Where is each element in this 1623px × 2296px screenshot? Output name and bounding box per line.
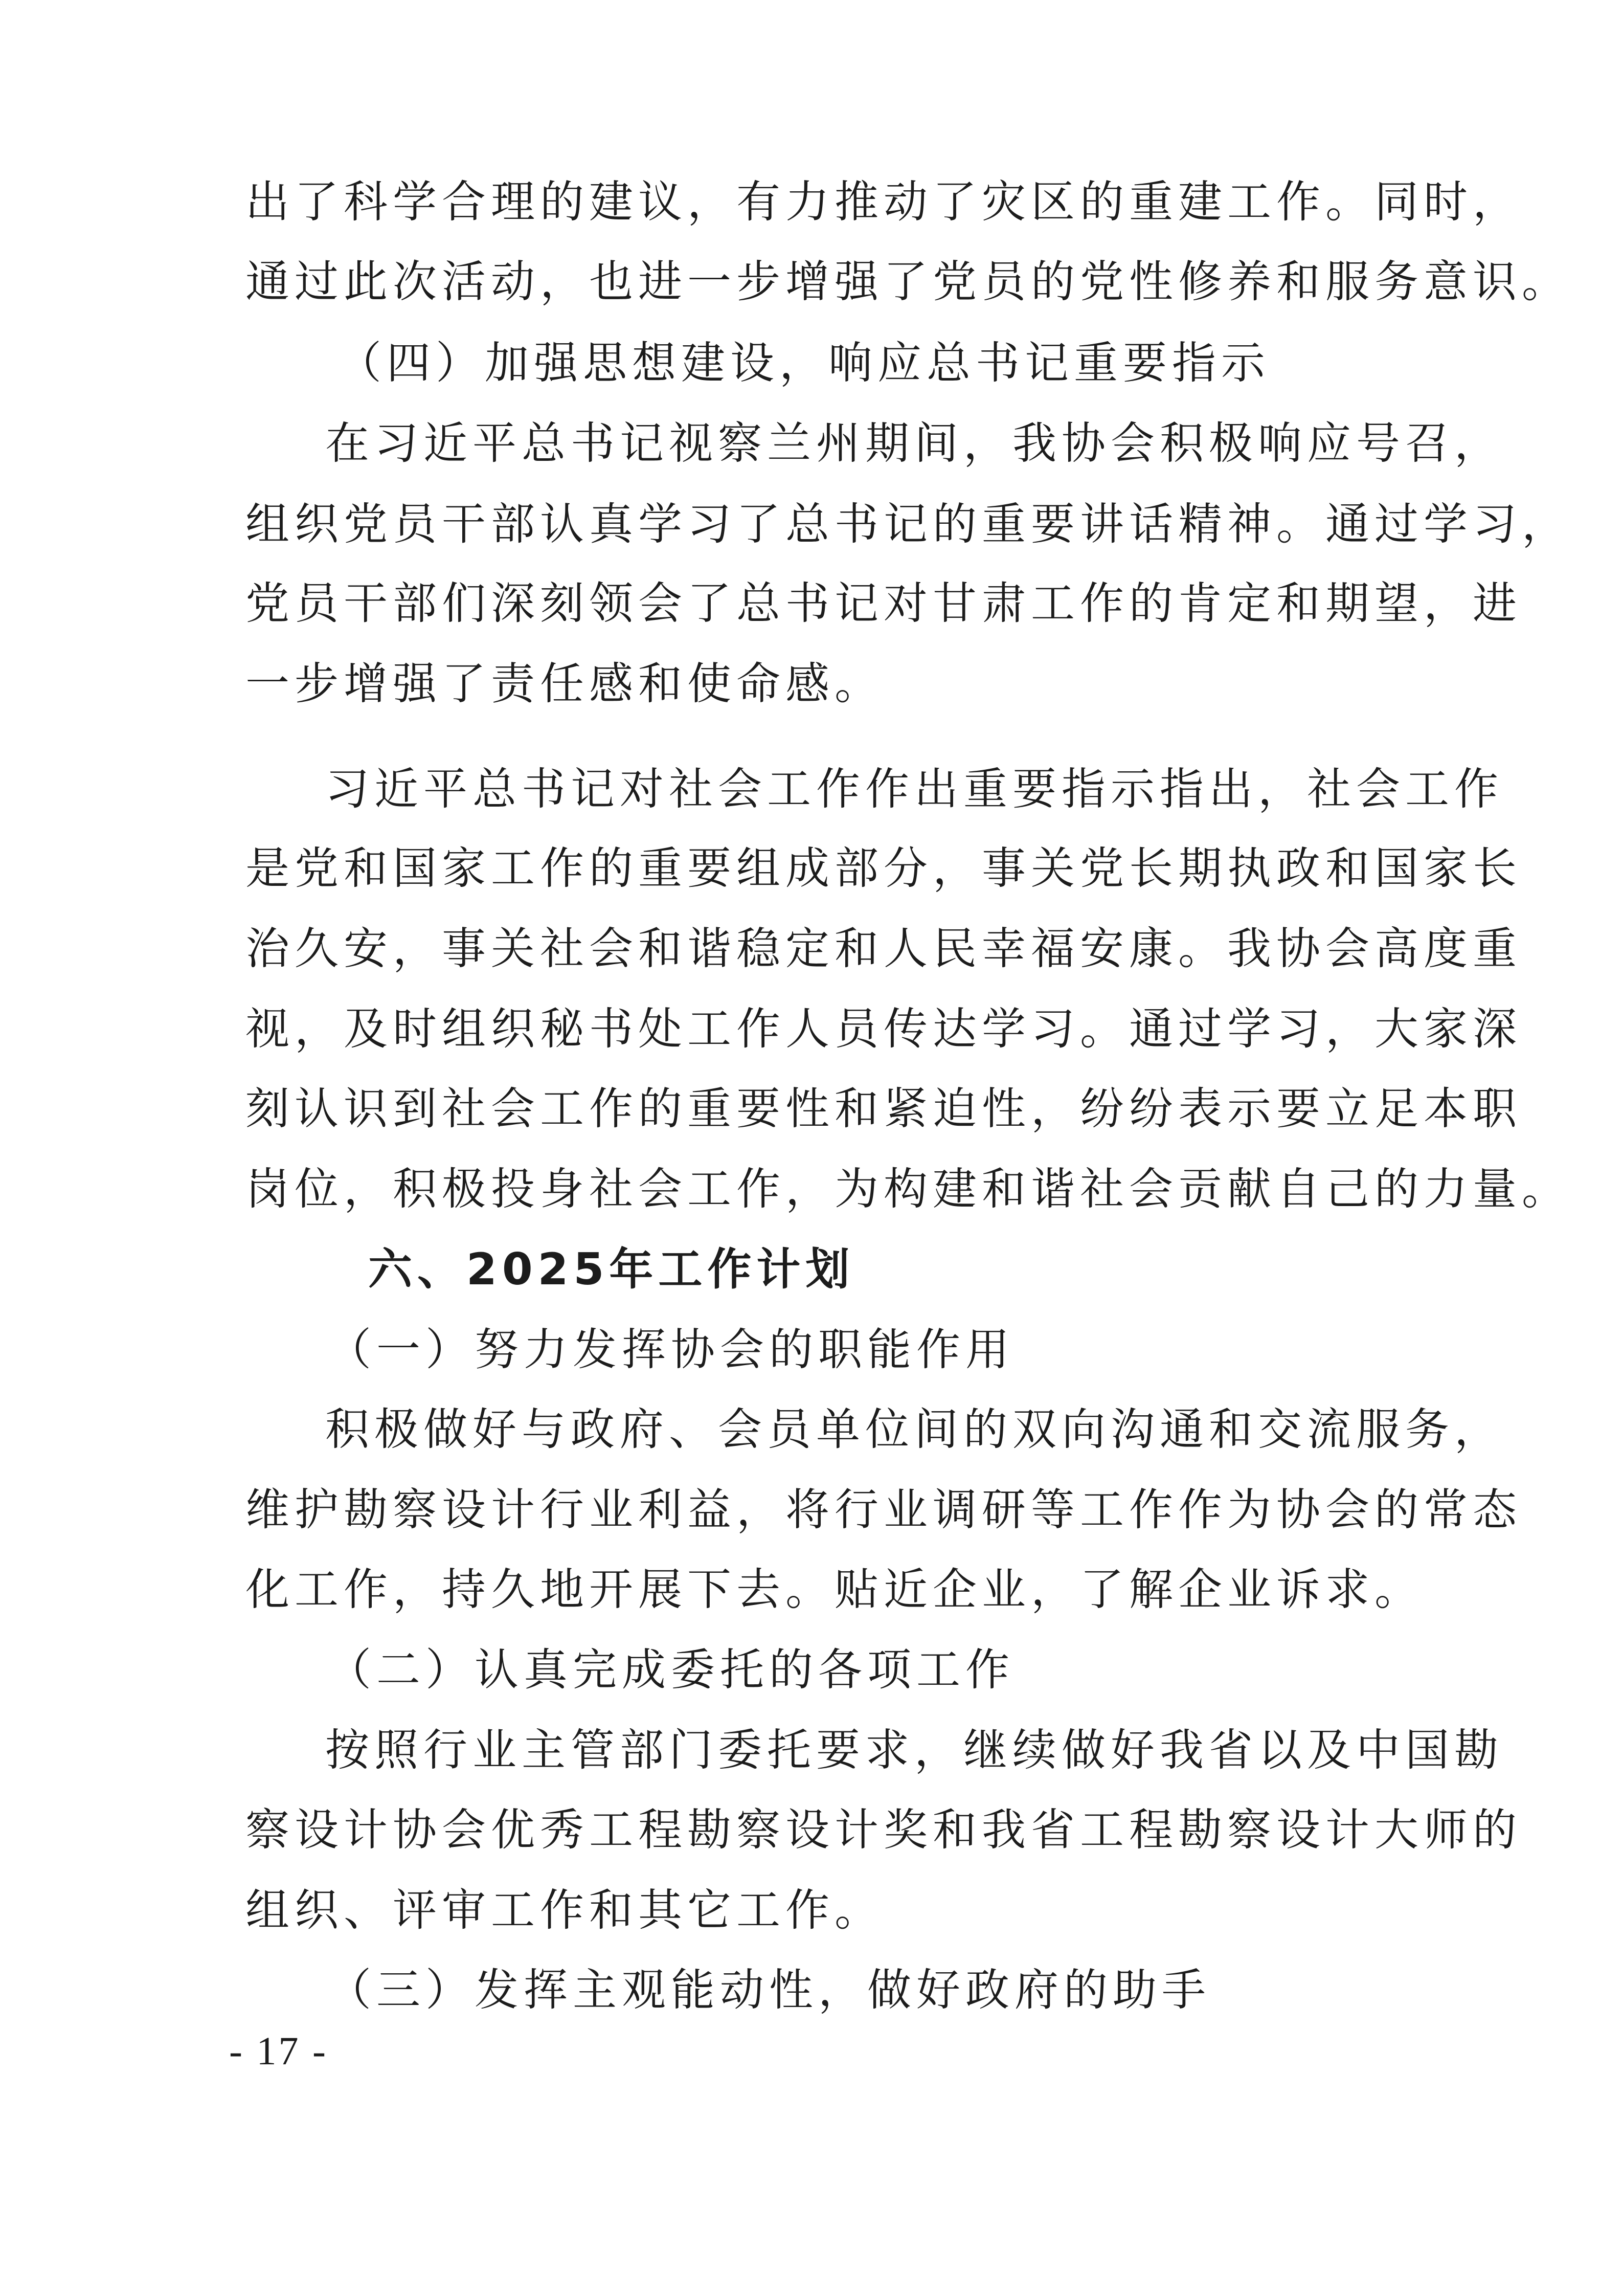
subsection-heading-3: （三）发挥主观能动性，做好政府的助手 bbox=[327, 1965, 1211, 2016]
body-text-line: 组织、评审工作和其它工作。 bbox=[245, 1885, 884, 1936]
body-text-line: 党员干部们深刻领会了总书记对甘肃工作的肯定和期望，进 bbox=[245, 578, 1522, 629]
body-text-line: 化工作，持久地开展下去。贴近企业，了解企业诉求。 bbox=[245, 1564, 1424, 1615]
body-text-line: 察设计协会优秀工程勘察设计奖和我省工程勘察设计大师的 bbox=[245, 1804, 1522, 1856]
paragraph-start: 按照行业主管部门委托要求，继续做好我省以及中国勘 bbox=[325, 1725, 1503, 1776]
body-text-line: 是党和国家工作的重要组成部分，事关党长期执政和国家长 bbox=[245, 843, 1522, 894]
subsection-heading-1: （一）努力发挥协会的职能作用 bbox=[327, 1324, 1015, 1375]
body-text-line: 出了科学合理的建议，有力推动了灾区的重建工作。同时， bbox=[245, 176, 1522, 228]
section-heading-6: 六、2025年工作计划 bbox=[368, 1244, 855, 1295]
paragraph-start: 习近平总书记对社会工作作出重要指示指出，社会工作 bbox=[325, 764, 1503, 815]
body-text-line: 刻认识到社会工作的重要性和紧迫性，纷纷表示要立足本职 bbox=[245, 1083, 1522, 1134]
page-number: - 17 - bbox=[229, 2028, 328, 2073]
body-text-line: 维护勘察设计行业利益，将行业调研等工作作为协会的常态 bbox=[245, 1484, 1522, 1535]
body-text-line: 视，及时组织秘书处工作人员传达学习。通过学习，大家深 bbox=[245, 1004, 1522, 1055]
body-text-line: 组织党员干部认真学习了总书记的重要讲话精神。通过学习， bbox=[245, 499, 1571, 550]
paragraph-start: 积极做好与政府、会员单位间的双向沟通和交流服务， bbox=[325, 1404, 1503, 1455]
section-heading-4: （四）加强思想建设，响应总书记重要指示 bbox=[337, 338, 1270, 389]
body-text-line: 通过此次活动，也进一步增强了党员的党性修养和服务意识。 bbox=[245, 256, 1571, 307]
paragraph-start: 在习近平总书记视察兰州期间，我协会积极响应号召， bbox=[325, 418, 1503, 469]
subsection-heading-2: （二）认真完成委托的各项工作 bbox=[327, 1644, 1015, 1696]
body-text-line: 岗位，积极投身社会工作，为构建和谐社会贡献自己的力量。 bbox=[245, 1164, 1571, 1215]
body-text-line: 一步增强了责任感和使命感。 bbox=[245, 658, 884, 709]
body-text-line: 治久安，事关社会和谐稳定和人民幸福安康。我协会高度重 bbox=[245, 923, 1522, 974]
